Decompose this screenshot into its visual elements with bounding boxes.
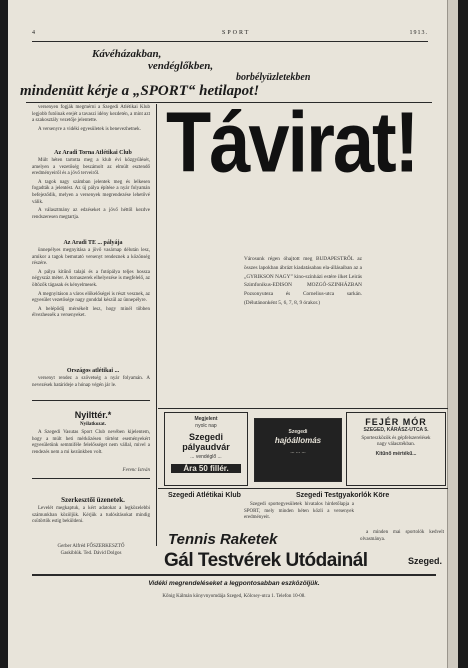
slogan: Vidéki megrendeléseket a legpontosabban eszközöljük. xyxy=(148,580,320,587)
subheading-1: Az Aradi Torna Atlétikai Club xyxy=(54,150,132,156)
subheading-3: Országos atlétikai ... xyxy=(66,368,120,374)
ad2-line-3: ... ... ... xyxy=(290,448,306,455)
editor-sub: Gaskiblúk. Ted. Dávid Dolgos xyxy=(60,551,122,556)
banner-line-2: vendéglőkben, xyxy=(148,60,214,72)
clubs-body-right: a minden mai sportolók kedvelt olvasmánya. xyxy=(360,530,444,542)
subheading-2: Az Aradi TE ... pályája xyxy=(63,240,123,246)
tavirat-headline: Távirat! xyxy=(166,94,418,190)
club-left: Szegedi Atlétikai Klub xyxy=(168,492,241,499)
article-atc: Múlt héten tartotta meg a klub évi közgyűlését, amelyen a vezetőség beszámolt az elmúlt esztendő eredményeiről és a jövő terveiről. A tagok nagy számban jelentek meg és lelkesen fogadták a jelentést. Az új pálya építése a nyár folyamán befejeződik, melyen a versenyek megrendezése lehetővé válik. A választmány az edzéseket a jövő héttől kezdve rendszeresen megtartja. xyxy=(32,158,150,220)
ad-box-2 xyxy=(254,418,342,482)
banner-line-3: borbélyüzletekben xyxy=(236,72,311,83)
header-year: 1913. xyxy=(409,30,428,36)
ad2-line-2: hajóállomás xyxy=(274,435,322,445)
ad1-line-4: ... vendéglő ... xyxy=(190,454,222,460)
rule-bottom xyxy=(32,574,436,576)
page-edge xyxy=(447,0,458,668)
szerkesztoi-body: Levelét megkaptuk, a kért adatokat a legközelebbi számunkban közöljük. Kérjük a tudósításokat mindig csütörtök estig beküldeni. xyxy=(32,506,150,525)
nyiltter-body: A Szegedi Vasutas Sport Club nevében kijelentem, hogy a múlt heti mérkőzésen történt eseményekért egyesületünk semmiféle felelősséget nem vállal, mivel a rendezés nem a mi kezünkben volt. xyxy=(32,430,150,455)
newspaper-page xyxy=(8,0,458,668)
ad-box-3 xyxy=(346,412,446,486)
header-left-mark: 4 xyxy=(32,30,37,36)
ad1-line-3: Szegedi pályaudvár xyxy=(182,432,230,452)
rule-ads-top xyxy=(158,408,448,409)
article-ate: ünnepélyes megnyitása a jövő vasárnap délután lesz, amikor a tagok bemutató versenyt rendeznek a közönség részére. A pálya kitűnő talajú és a futópálya teljes hossza négyszáz méter. A tornaszerek elhelyezése is megfelelő, az öltözők tágasak és kényelmesek. A megnyitáson a város előkelőségei is részt vesznek, az egyesület vezetősége nagy gonddal készül az ünnepélyre. A belépődíj mérsékelt lesz, hogy minél többen élvezhessék a versenyeket. xyxy=(32,248,150,319)
ad3-line-2: Sporteszközök és gépfelszerelések xyxy=(361,435,431,441)
ad3-line-1: SZEGED, KÁRÁSZ-UTCA 5. xyxy=(363,427,429,433)
ad1-price: Ára 50 fillér. xyxy=(171,464,241,473)
editor-line: Gerber Alfréd FŐSZERKESZTŐ xyxy=(57,544,125,549)
printer-footer: Kőnig Kálmán könyvnyomdája Szeged, Kölcsey-utca 1. Telefon 10-08. xyxy=(162,594,306,599)
ad1-line-2: nyolc nap xyxy=(195,422,217,429)
firm-name: Gál Testvérek Utódainál xyxy=(164,550,368,571)
banner-line-4: mindenütt kérje a „SPORT“ hetilapot! xyxy=(20,83,260,99)
banner-line-1: Kávéházakban, xyxy=(92,48,162,60)
ad1-line-1: Megjelent xyxy=(194,416,218,422)
header-rule xyxy=(32,41,428,42)
club-right: Szegedi Testgyakorlók Köre xyxy=(296,492,390,499)
nyiltter-subtitle: Nyilatkozat. xyxy=(80,422,106,427)
rule-clubs xyxy=(158,488,448,489)
szerkesztoi-title: Szerkesztői üzenetek. xyxy=(61,496,125,504)
rule-left-2 xyxy=(32,478,150,479)
article-orszagos: versenyt rendez a szövetség a nyár folyamán. A nevezések határideje a hónap végén jár le. xyxy=(32,376,150,388)
ad-box-1 xyxy=(164,412,248,486)
nyiltter-title: Nyilttér.* xyxy=(74,410,112,420)
tennis-title: Tennis Raketek xyxy=(168,531,278,548)
ad3-line-3: nagy választékban. xyxy=(376,442,416,447)
ad3-line-4: Kitűnő mértékű... xyxy=(375,450,417,457)
ad2-line-1: Szegedi xyxy=(288,429,308,435)
tavirat-body: Városunk régen óhajtott meg BUDAPESTRŐL az összes lapokban ábrázt kiadatásabau ela-állásaiban az a „GYRIKSON NAGY” kino-színházi estére ilket Leirás Szimfonikus-EDISON MOZGÓ-SZINHÁZBAN Pozsonyuteza és Cornelius-utca sarkán. (Délutánonként 5, 6, 7, 8, 9 órakor.) xyxy=(244,256,362,306)
header-title: SPORT xyxy=(222,30,251,36)
article-intro: versenyen fogják megmérni a Szegedi Atlétikai Klub legjobb futóinak erejét a tavaszi idény kezdetén, a mint azt a szakosztály vezetője jelentette. A versenyre a vidéki egyesületek is benevezhetnek. xyxy=(32,105,150,132)
column-divider xyxy=(156,104,157,546)
clubs-body: Szegedi sportegyesületek hivatalos hirdetőlapja a SPORT, mely minden héten közli a versenyek eredményeit. xyxy=(244,502,354,521)
nyiltter-signature: Ferenc István xyxy=(122,468,150,473)
rule-left-1 xyxy=(32,400,150,401)
ad3-title: FEJÉR MÓR xyxy=(365,417,427,427)
firm-city: Szeged. xyxy=(408,556,443,566)
